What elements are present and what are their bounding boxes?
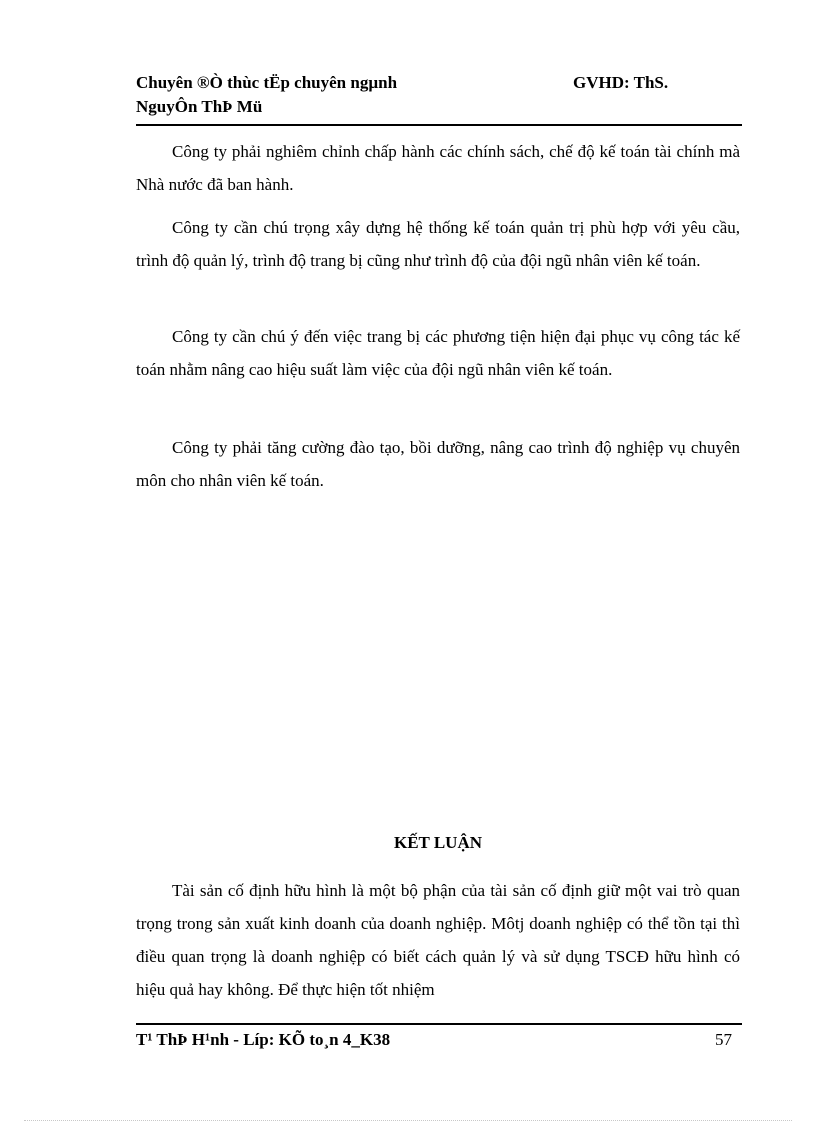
footer-divider xyxy=(136,1023,742,1025)
page-number: 57 xyxy=(715,1030,732,1049)
footer-author-class: T¹ ThÞ H¹nh - Líp: KÕ to¸n 4_K38 xyxy=(136,1030,391,1049)
conclusion-title: KẾT LUẬN xyxy=(393,833,482,852)
conclusion-paragraph: Tài sản cố định hữu hình là một bộ phận của tài sản cố định giữ một vai trò quan trọng trong sản xuất kinh doanh của doanh nghiệp. Môtj doanh nghiệp có thể tồn tại thì điều quan trọng là doanh nghiệp có biết cách quản lý và sử dụng TSCĐ hữu hình có hiệu quả hay không. Để thực hiện tốt nhiệm xyxy=(136,881,740,999)
body-paragraph-2: Công ty cần chú trọng xây dựng hệ thống kế toán quản trị phù hợp với yêu cầu, trình độ quản lý, trình độ trang bị cũng như trình độ của đội ngũ nhân viên kế toán. xyxy=(136,218,740,270)
header-supervisor-name: NguyÔn ThÞ Mü xyxy=(136,97,263,116)
body-paragraph-3: Công ty cần chú ý đến việc trang bị các phương tiện hiện đại phục vụ công tác kế toán nhằm nâng cao hiệu suất làm việc của đội ngũ nhân viên kế toán. xyxy=(136,327,740,379)
body-paragraph-4: Công ty phải tăng cường đào tạo, bồi dưỡng, nâng cao trình độ nghiệp vụ chuyên môn cho nhân viên kế toán. xyxy=(136,438,740,490)
header-supervisor-label: GVHD: ThS. xyxy=(573,73,669,92)
header-topic: Chuyên ®Ò thùc tËp chuyên ngµnh xyxy=(136,73,398,92)
page-edge-divider xyxy=(24,1120,792,1121)
body-paragraph-1: Công ty phải nghiêm chỉnh chấp hành các chính sách, chế độ kế toán tài chính mà Nhà nước đã ban hành. xyxy=(136,142,740,194)
page-header xyxy=(136,72,742,126)
